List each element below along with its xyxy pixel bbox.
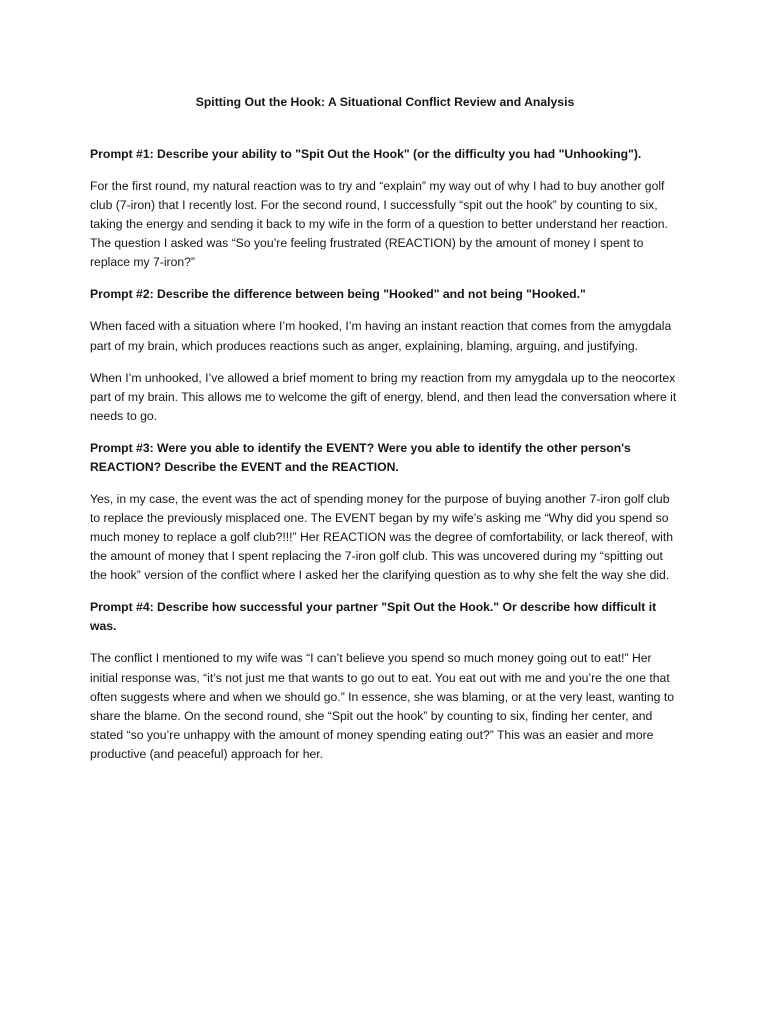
prompt-heading: Prompt #2: Describe the difference between being "Hooked" and not being "Hooked."	[90, 287, 586, 302]
answer-paragraph: The conflict I mentioned to my wife was “I can’t believe you spend so much money going out to eat!” Her initial response was, “it’s not just me that wants to go out to eat. You eat out with me and you’re the one that often suggests where and when we should go.” In essence, she was blaming, or at the very least, wanting to share the blame. On the second round, she “Spit out the hook” by counting to six, finding her center, and stated “so you’re unhappy with the amount of money spending eating out?” This was an easier and more productive (and peaceful) approach for her.	[90, 651, 674, 761]
answer-paragraph: When I’m unhooked, I’ve allowed a brief moment to bring my reaction from my amygdala up to the neocortex part of my brain. This allows me to welcome the gift of energy, blend, and then lead the conversation where it needs to go.	[90, 370, 677, 423]
answer-paragraph: Yes, in my case, the event was the act of spending money for the purpose of buying another 7-iron golf club to replace the previously misplaced one. The EVENT began by my wife’s asking me “Why did you spend so much money to replace a golf club?!!!” Her REACTION was the degree of comfortability, or lack thereof, with the amount of money that I spent replacing the 7-iron golf club. This was uncovered during my “spitting out the hook” version of the conflict where I asked her the clarifying question as to why she felt the way she did.	[90, 491, 673, 583]
document-title: Spitting Out the Hook: A Situational Conflict Review and Analysis	[195, 95, 575, 109]
prompt-section-4	[90, 598, 680, 764]
prompt-section-1	[90, 145, 680, 272]
prompt-section-3	[90, 439, 680, 585]
prompt-heading: Prompt #4: Describe how successful your partner "Spit Out the Hook." Or describe how difficult it was.	[90, 600, 657, 634]
prompt-heading: Prompt #1: Describe your ability to "Spit Out the Hook" (or the difficulty you had "Unhooking").	[90, 147, 642, 161]
document-body	[90, 93, 680, 777]
answer-paragraph: For the first round, my natural reaction was to try and “explain” my way out of why I had to buy another golf club (7-iron) that I recently lost. For the second round, I successfully “spit out the hook” by counting to six, taking the energy and sending it back to my wife in the form of a question to better understand her reaction. The question I asked was “So you’re feeling frustrated (REACTION) by the amount of money I spent to replace my 7-iron?”	[90, 179, 668, 270]
prompt-heading: Prompt #3: Were you able to identify the EVENT? Were you able to identify the other person's REACTION? Describe the EVENT and the REACTION.	[90, 440, 631, 474]
prompt-section-2	[90, 285, 680, 425]
answer-paragraph: When faced with a situation where I’m hooked, I’m having an instant reaction that comes from the amygdala part of my brain, which produces reactions such as anger, explaining, blaming, arguing, and justifying.	[90, 319, 672, 353]
